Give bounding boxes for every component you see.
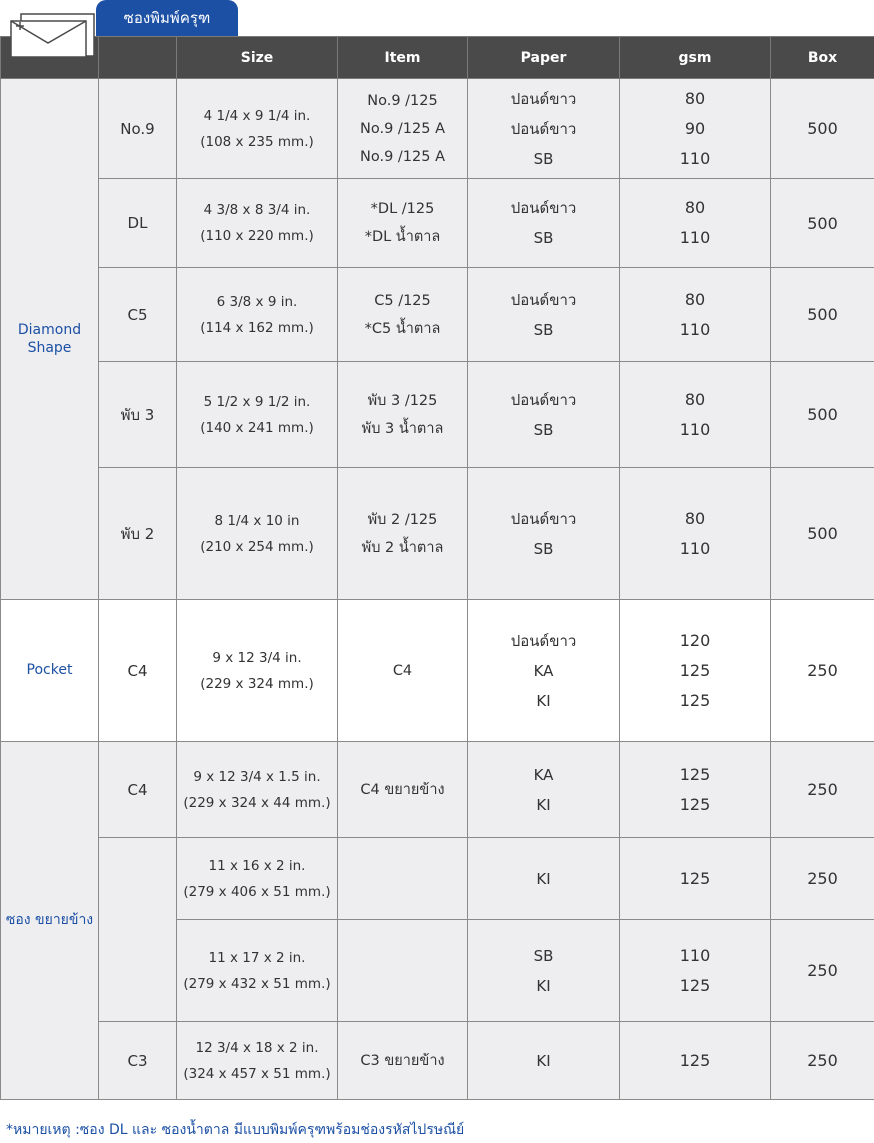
gsm-cell	[620, 468, 771, 600]
envelope-icon	[10, 11, 96, 59]
paper-cell	[468, 920, 620, 1022]
paper-cell	[468, 268, 620, 362]
item-line: No.9 /125 A	[360, 120, 445, 137]
gsm-cell	[620, 268, 771, 362]
header-item: Item	[338, 37, 468, 79]
box-cell: 250	[771, 1022, 874, 1100]
item-line: พับ 3 น้ำตาล	[361, 420, 444, 437]
item-cell	[338, 1022, 468, 1100]
gsm-line: 125	[679, 1050, 711, 1070]
item-line: No.9 /125	[367, 92, 438, 109]
paper-cell	[468, 179, 620, 268]
table-row	[1, 742, 874, 838]
envelope-table	[0, 36, 874, 1100]
gsm-line: 125	[679, 764, 711, 784]
size-line: 5 1/2 x 9 1/2 in.	[203, 393, 311, 410]
gsm-cell	[620, 600, 771, 742]
gsm-line: 110	[679, 228, 711, 247]
item-line: C4 ขยายข้าง	[360, 781, 445, 798]
size-line: 4 1/4 x 9 1/4 in.	[203, 107, 311, 124]
item-cell	[338, 920, 468, 1022]
item-line: C4	[392, 662, 413, 679]
envelope-code: C5	[99, 268, 177, 362]
paper-line: KI	[536, 869, 551, 888]
paper-cell	[468, 742, 620, 838]
paper-line: SB	[533, 229, 554, 247]
table-row	[1, 268, 874, 362]
size-line: 11 x 16 x 2 in.	[208, 857, 306, 874]
table-header	[1, 37, 874, 79]
header-box: Box	[771, 37, 874, 79]
box-cell: 250	[771, 920, 874, 1022]
item-line: *C5 น้ำตาล	[364, 320, 441, 337]
size-cell	[177, 838, 338, 920]
paper-line: ปอนด์ขาว	[510, 509, 577, 528]
gsm-line: 90	[684, 118, 706, 138]
gsm-line: 125	[679, 868, 711, 888]
table-row	[1, 179, 874, 268]
item-line: C3 ขยายข้าง	[360, 1052, 445, 1069]
paper-line: KA	[533, 661, 554, 680]
group-label: ซอง ขยายข้าง	[1, 742, 99, 1100]
gsm-cell	[620, 838, 771, 920]
paper-line: KI	[536, 691, 551, 710]
envelope-code: C4	[99, 742, 177, 838]
footnote: *หมายเหตุ :ซอง DL และ ซองน้ำตาล มีแบบพิมพ์ครุฑพร้อมช่องรหัสไปรษณีย์	[6, 1122, 465, 1138]
paper-line: ปอนด์ขาว	[510, 119, 577, 138]
size-line: (114 x 162 mm.)	[200, 319, 314, 336]
size-line: 6 3/8 x 9 in.	[216, 293, 298, 310]
gsm-cell	[620, 179, 771, 268]
paper-cell	[468, 79, 620, 179]
item-line: *DL น้ำตาล	[364, 229, 441, 245]
paper-line: SB	[533, 320, 554, 339]
item-cell	[338, 268, 468, 362]
paper-line: ปอนด์ขาว	[510, 199, 577, 217]
paper-line: SB	[533, 946, 554, 965]
item-line: No.9 /125 A	[360, 148, 445, 165]
paper-cell	[468, 362, 620, 468]
table-row	[1, 838, 874, 920]
item-cell	[338, 179, 468, 268]
size-line: 9 x 12 3/4 in.	[212, 649, 302, 666]
item-line: *DL /125	[370, 201, 435, 217]
gsm-line: 80	[684, 389, 706, 409]
gsm-line: 110	[679, 419, 711, 439]
header-gsm: gsm	[620, 37, 771, 79]
gsm-line: 80	[684, 198, 706, 217]
item-cell	[338, 79, 468, 179]
size-line: (110 x 220 mm.)	[200, 228, 314, 244]
paper-line: ปอนด์ขาว	[510, 631, 577, 650]
table-row	[1, 600, 874, 742]
size-cell	[177, 79, 338, 179]
size-cell	[177, 742, 338, 838]
gsm-cell	[620, 920, 771, 1022]
size-line: (140 x 241 mm.)	[200, 419, 314, 436]
gsm-line: 120	[679, 630, 711, 650]
header-size: Size	[177, 37, 338, 79]
paper-line: ปอนด์ขาว	[510, 89, 577, 108]
size-line: (210 x 254 mm.)	[200, 538, 314, 555]
item-cell	[338, 362, 468, 468]
size-line: 4 3/8 x 8 3/4 in.	[203, 202, 311, 218]
paper-line: ปอนด์ขาว	[510, 290, 577, 309]
box-cell: 250	[771, 600, 874, 742]
size-line: 8 1/4 x 10 in	[214, 512, 300, 529]
gsm-line: 110	[679, 148, 711, 168]
item-line: พับ 2 /125	[367, 511, 438, 528]
table-row	[1, 468, 874, 600]
box-cell: 250	[771, 838, 874, 920]
envelope-code	[99, 838, 177, 1022]
table-row	[1, 79, 874, 179]
item-cell	[338, 600, 468, 742]
paper-line: KI	[536, 1051, 551, 1070]
header-code	[99, 37, 177, 79]
gsm-line: 110	[679, 538, 711, 558]
item-line: พับ 2 น้ำตาล	[361, 539, 444, 556]
envelope-code: C3	[99, 1022, 177, 1100]
box-cell: 500	[771, 468, 874, 600]
gsm-cell	[620, 79, 771, 179]
size-line: (229 x 324 mm.)	[200, 675, 314, 692]
size-line: (229 x 324 x 44 mm.)	[183, 794, 331, 811]
gsm-cell	[620, 742, 771, 838]
size-line: 12 3/4 x 18 x 2 in.	[195, 1039, 319, 1056]
box-cell: 250	[771, 742, 874, 838]
paper-cell	[468, 600, 620, 742]
box-cell: 500	[771, 268, 874, 362]
paper-line: ปอนด์ขาว	[510, 390, 577, 409]
envelope-code: C4	[99, 600, 177, 742]
size-line: (108 x 235 mm.)	[200, 133, 314, 150]
gsm-cell	[620, 362, 771, 468]
paper-line: SB	[533, 420, 554, 439]
group-label: Diamond Shape	[1, 79, 99, 600]
size-cell	[177, 268, 338, 362]
gsm-line: 125	[679, 794, 711, 814]
size-cell	[177, 920, 338, 1022]
size-line: (279 x 432 x 51 mm.)	[183, 975, 331, 992]
size-cell	[177, 600, 338, 742]
gsm-line: 80	[684, 508, 706, 528]
paper-line: KI	[536, 976, 551, 995]
item-line: C5 /125	[374, 292, 431, 309]
item-cell	[338, 838, 468, 920]
size-line: (279 x 406 x 51 mm.)	[183, 883, 331, 900]
envelope-code: No.9	[99, 79, 177, 179]
paper-line: SB	[533, 149, 554, 168]
table-row	[1, 1022, 874, 1100]
envelope-code: พับ 2	[99, 468, 177, 600]
box-cell: 500	[771, 179, 874, 268]
header-paper: Paper	[468, 37, 620, 79]
size-line: (324 x 457 x 51 mm.)	[183, 1065, 331, 1082]
paper-cell	[468, 468, 620, 600]
gsm-line: 125	[679, 660, 711, 680]
size-cell	[177, 468, 338, 600]
gsm-line: 80	[684, 88, 706, 108]
paper-cell	[468, 838, 620, 920]
item-cell	[338, 742, 468, 838]
size-line: 11 x 17 x 2 in.	[208, 949, 306, 966]
paper-cell	[468, 1022, 620, 1100]
group-label: Pocket	[1, 600, 99, 742]
paper-line: KI	[536, 795, 551, 814]
envelope-code: DL	[99, 179, 177, 268]
gsm-line: 110	[679, 945, 711, 965]
gsm-cell	[620, 1022, 771, 1100]
item-cell	[338, 468, 468, 600]
item-line: พับ 3 /125	[367, 392, 438, 409]
gsm-line: 110	[679, 319, 711, 339]
paper-line: KA	[533, 765, 554, 784]
box-cell: 500	[771, 79, 874, 179]
title-tab: ซองพิมพ์ครุฑ	[96, 0, 238, 36]
table-row	[1, 362, 874, 468]
size-cell	[177, 1022, 338, 1100]
gsm-line: 80	[684, 289, 706, 309]
size-cell	[177, 179, 338, 268]
gsm-line: 125	[679, 975, 711, 995]
gsm-line: 125	[679, 690, 711, 710]
paper-line: SB	[533, 539, 554, 558]
size-cell	[177, 362, 338, 468]
size-line: 9 x 12 3/4 x 1.5 in.	[193, 768, 321, 785]
box-cell: 500	[771, 362, 874, 468]
envelope-code: พับ 3	[99, 362, 177, 468]
